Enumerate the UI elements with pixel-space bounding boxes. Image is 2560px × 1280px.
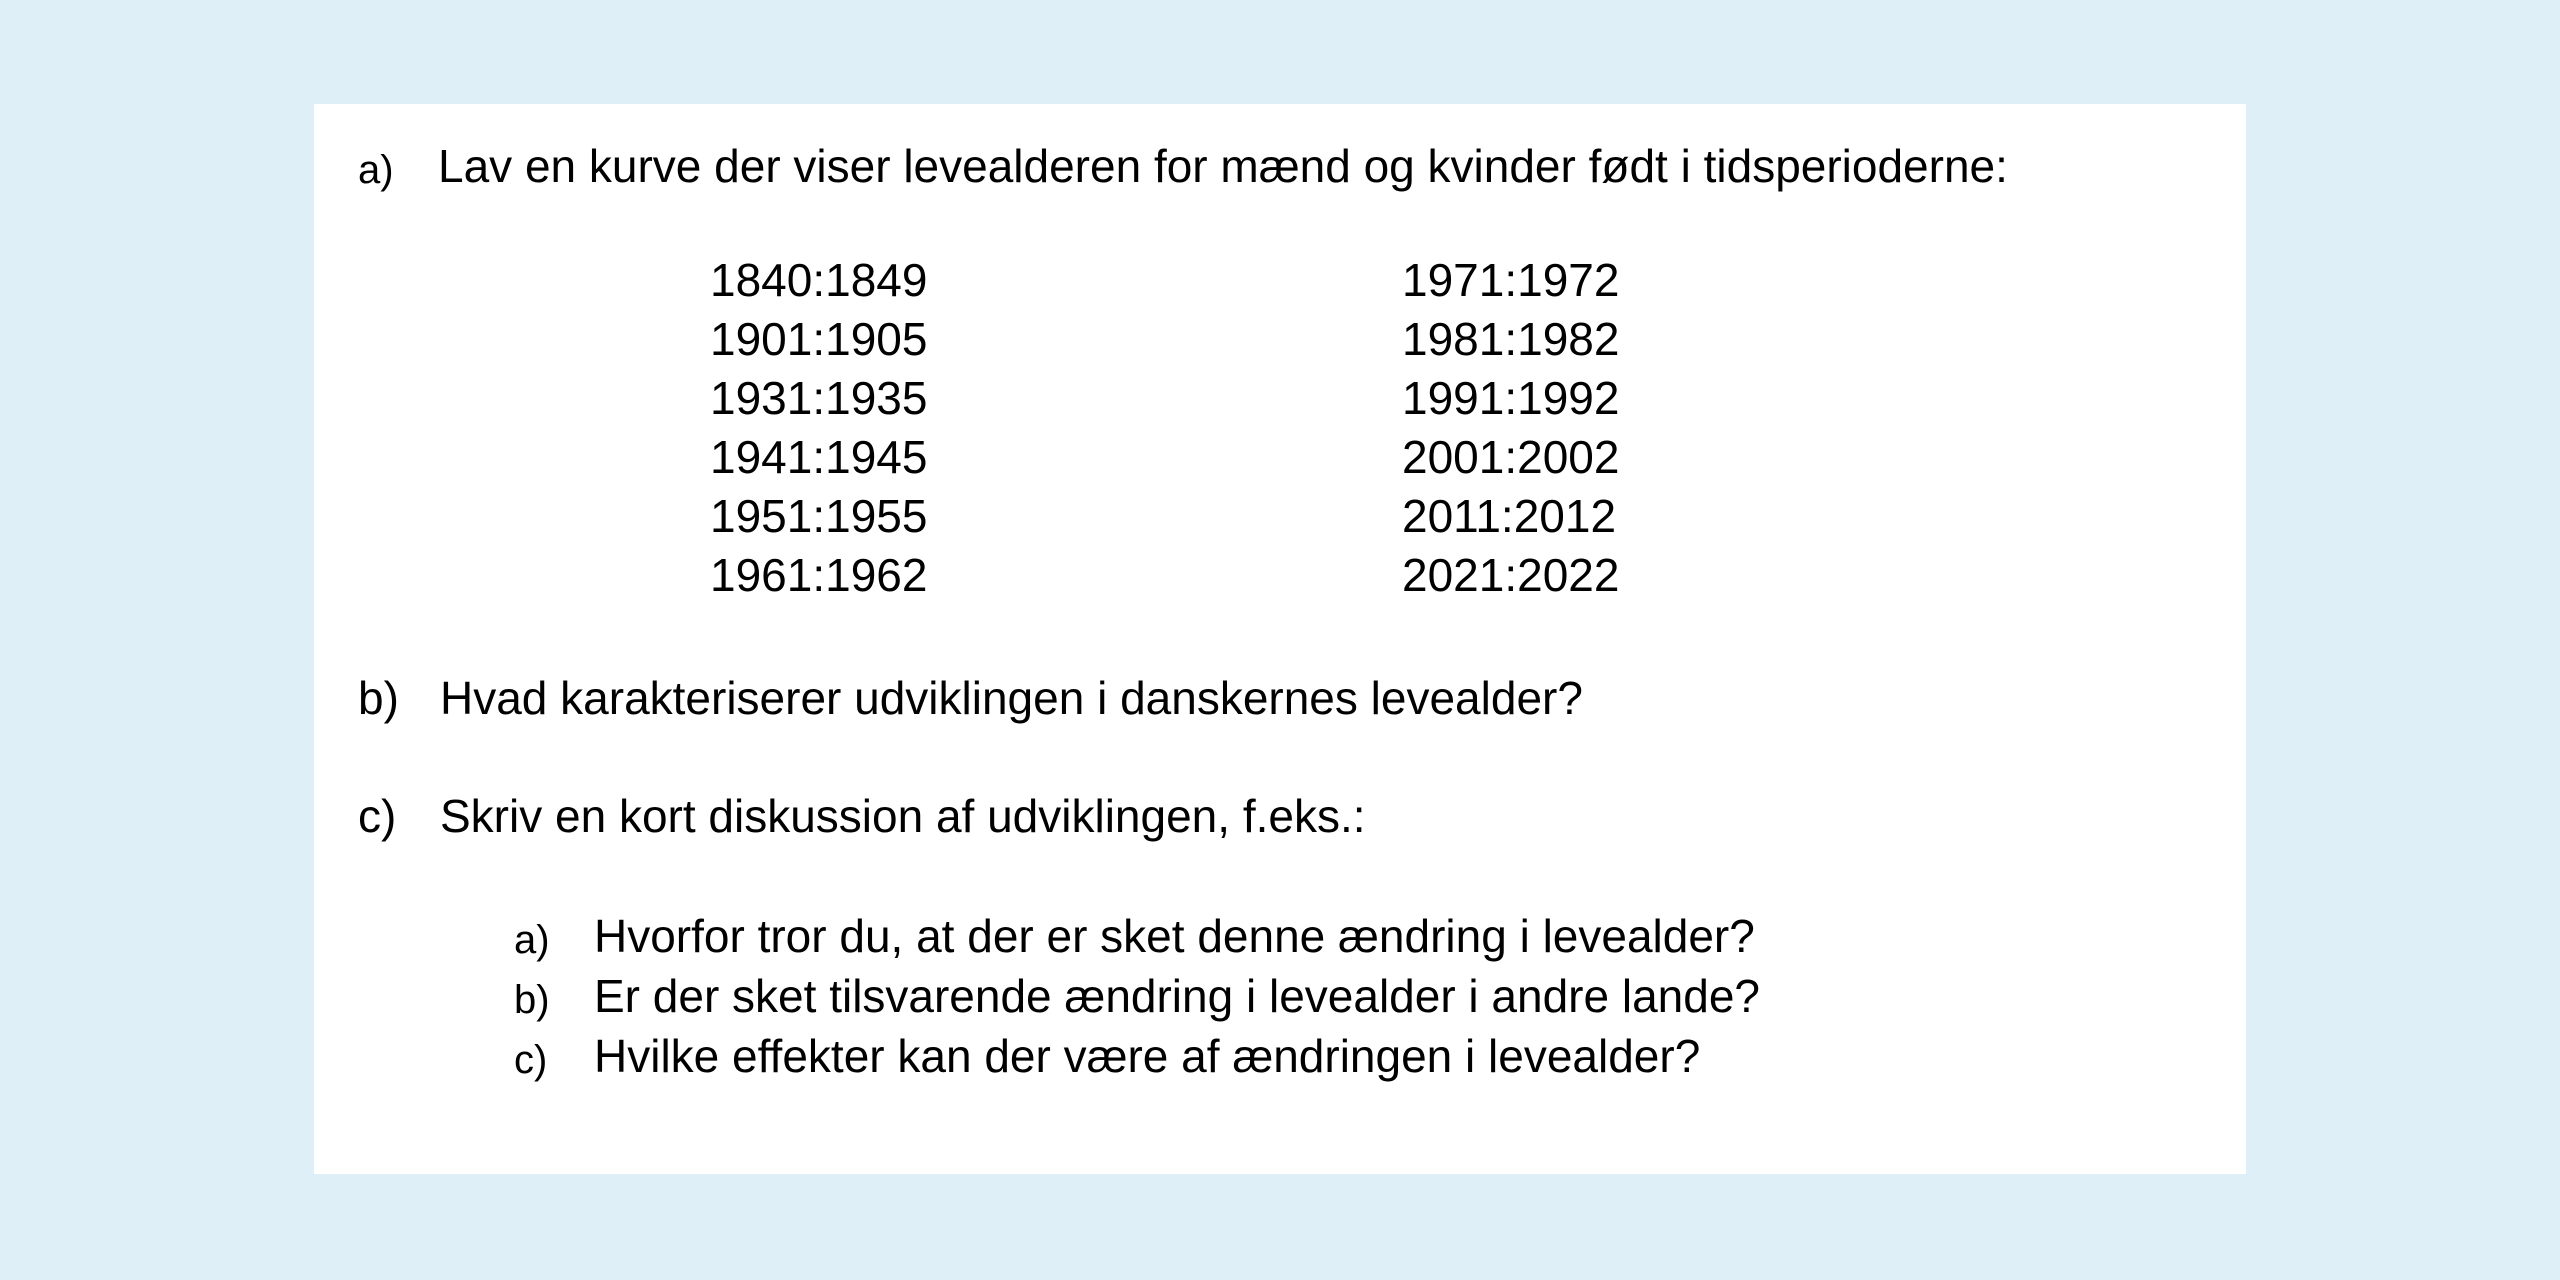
period-item: 1941:1945	[710, 431, 928, 483]
sub-question-text: Hvorfor tror du, at der er sket denne ændring i levealder?	[594, 910, 1755, 962]
period-item: 1991:1992	[1402, 372, 1620, 424]
period-item: 1931:1935	[710, 372, 928, 424]
period-item: 2021:2022	[1402, 549, 1620, 601]
period-item: 1901:1905	[710, 313, 928, 365]
period-item: 2011:2012	[1402, 490, 1617, 542]
sub-question-label: a)	[514, 918, 550, 962]
sub-question-label: b)	[514, 978, 550, 1022]
sub-question-text: Hvilke effekter kan der være af ændringen i levealder?	[594, 1030, 1701, 1082]
question-b-text: Hvad karakteriserer udviklingen i danskernes levealder?	[440, 672, 1583, 724]
question-a-text: Lav en kurve der viser levealderen for mænd og kvinder født i tidsperioderne:	[438, 140, 2008, 192]
period-item: 1971:1972	[1402, 254, 1620, 306]
question-c-label: c)	[358, 790, 397, 842]
period-item: 1840:1849	[710, 254, 928, 306]
question-a-label: a)	[358, 148, 394, 192]
sub-question-text: Er der sket tilsvarende ændring i levealder i andre lande?	[594, 970, 1760, 1022]
document-page	[314, 104, 2246, 1174]
sub-question-label: c)	[514, 1038, 548, 1082]
question-c-text: Skriv en kort diskussion af udviklingen, f.eks.:	[440, 790, 1366, 842]
period-item: 1951:1955	[710, 490, 928, 542]
period-item: 1981:1982	[1402, 313, 1620, 365]
period-item: 2001:2002	[1402, 431, 1620, 483]
period-item: 1961:1962	[710, 549, 928, 601]
question-b-label: b)	[358, 672, 399, 724]
